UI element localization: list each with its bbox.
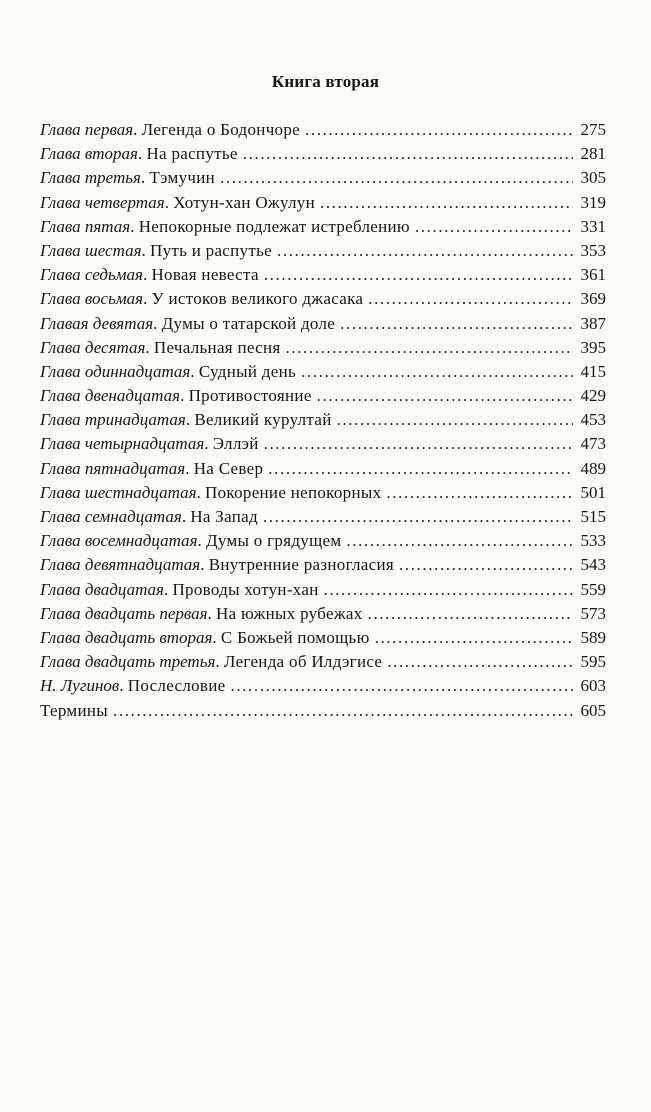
chapter-title: На южных рубежах — [216, 603, 363, 623]
dot-leader — [230, 676, 573, 696]
dot-leader — [368, 289, 573, 309]
separator: . — [207, 603, 217, 623]
separator: . — [164, 192, 174, 212]
chapter-number: Глава шестнадцатая — [40, 482, 197, 502]
table-of-contents — [40, 120, 606, 725]
toc-entry[interactable] — [40, 628, 606, 652]
chapter-title: Думы о татарской доле — [161, 313, 336, 333]
dot-leader — [286, 338, 574, 358]
chapter-title: Послесловие — [127, 676, 226, 696]
chapter-title: На Запад — [190, 507, 258, 526]
page-number: 515 — [580, 507, 606, 526]
chapter-number: Глава седьмая — [40, 265, 143, 285]
chapter-title: Легенда о Бодончоре — [141, 120, 300, 139]
page-number: 543 — [580, 555, 606, 575]
toc-entry[interactable] — [40, 265, 606, 289]
toc-entry[interactable] — [40, 434, 606, 458]
chapter-title: Судный день — [198, 361, 297, 381]
chapter-number: Глава шестая — [40, 240, 142, 260]
toc-entry[interactable] — [40, 676, 606, 700]
chapter-number: Глава двадцать вторая — [40, 627, 213, 647]
page-number: 501 — [580, 482, 606, 502]
page-number: 603 — [580, 676, 606, 696]
chapter-number: Глава двадцатая — [40, 579, 164, 599]
separator: . — [181, 507, 191, 526]
toc-entry[interactable] — [40, 555, 606, 579]
chapter-title: На Север — [193, 458, 264, 478]
chapter-title: Эллэй — [212, 434, 259, 454]
separator: . — [163, 579, 173, 599]
chapter-number: Глава десятая — [40, 337, 146, 357]
dot-leader — [320, 193, 573, 213]
chapter-title: У истоков великого джасака — [151, 289, 364, 309]
chapter-title: Думы о грядущем — [205, 531, 342, 551]
page-number: 331 — [580, 216, 606, 236]
toc-entry[interactable] — [40, 338, 606, 362]
dot-leader — [387, 652, 573, 672]
dot-leader — [264, 434, 573, 454]
toc-entry[interactable] — [40, 459, 606, 483]
dot-leader — [243, 144, 573, 164]
chapter-number: Главая девятая — [40, 313, 154, 333]
section-heading: Книга вторая — [271, 72, 380, 91]
dot-leader — [277, 241, 573, 261]
chapter-number: Глава пятая — [40, 216, 131, 236]
chapter-title: Печальная песня — [153, 337, 281, 357]
dot-leader — [317, 386, 573, 406]
chapter-number: Глава восемнадцатая — [40, 531, 198, 551]
page-number: 533 — [580, 531, 606, 551]
chapter-number: Глава двадцать третья — [40, 652, 216, 672]
chapter-title: С Божьей помощью — [220, 627, 370, 647]
toc-entry[interactable] — [40, 652, 606, 676]
separator: . — [185, 410, 195, 430]
separator: . — [215, 652, 224, 672]
chapter-title: Легенда об Илдэгисе — [223, 652, 383, 672]
separator: . — [137, 144, 147, 164]
chapter-number: Глава двенадцатая — [40, 386, 181, 406]
page-number: 319 — [580, 192, 606, 212]
page-number: 489 — [580, 458, 606, 478]
page-number: 353 — [580, 240, 606, 260]
dot-leader — [386, 483, 573, 503]
separator: . — [133, 120, 142, 139]
separator: . — [190, 361, 199, 381]
chapter-title: Путь и распутье — [150, 240, 272, 260]
page-number: 595 — [580, 652, 606, 672]
separator: . — [141, 240, 150, 260]
chapter-title: Хотун-хан Ожулун — [173, 192, 315, 212]
chapter-number: Глава тринадцатая — [40, 410, 186, 430]
chapter-title: Внутренние разногласия — [208, 555, 394, 575]
chapter-number: Глава первая — [40, 120, 134, 139]
page-number: 369 — [580, 289, 606, 309]
separator: . — [140, 168, 150, 188]
toc-entry[interactable] — [40, 531, 606, 555]
dot-leader — [268, 459, 573, 479]
dot-leader — [375, 628, 573, 648]
page-number: 453 — [580, 410, 606, 430]
chapter-title: На распутье — [146, 144, 238, 164]
dot-leader — [263, 507, 573, 527]
toc-entry[interactable] — [40, 604, 606, 628]
author-name: Н. Лугинов — [40, 676, 120, 696]
toc-entry[interactable] — [40, 193, 606, 217]
toc-entry[interactable] — [40, 289, 606, 313]
page-number: 281 — [580, 144, 606, 164]
chapter-number: Глава четвертая — [40, 192, 165, 212]
toc-entry[interactable] — [40, 386, 606, 410]
chapter-title: Великий курултай — [194, 410, 332, 430]
page-number: 305 — [580, 168, 606, 188]
separator: . — [200, 555, 209, 575]
chapter-title: Новая невеста — [151, 265, 259, 285]
dot-leader — [340, 314, 573, 334]
page-number: 573 — [580, 603, 606, 623]
separator: . — [119, 676, 128, 696]
toc-entry[interactable] — [40, 168, 606, 192]
toc-entry[interactable] — [40, 144, 606, 168]
toc-entry[interactable] — [40, 362, 606, 386]
dot-leader — [301, 362, 573, 382]
separator: . — [180, 386, 189, 406]
chapter-number: Глава пятнадцатая — [40, 458, 186, 478]
separator: . — [143, 289, 152, 309]
page-number: 429 — [580, 386, 606, 406]
chapter-number: Глава четырнадцатая — [40, 434, 205, 454]
toc-entry[interactable] — [40, 507, 606, 531]
page-number: 387 — [580, 313, 606, 333]
chapter-title: Непокорные подлежат истреблению — [138, 216, 410, 236]
page-number: 473 — [580, 434, 606, 454]
toc-entry[interactable] — [40, 217, 606, 241]
separator: . — [185, 458, 194, 478]
dot-leader — [415, 217, 573, 237]
separator: . — [130, 216, 139, 236]
chapter-number: Глава двадцать первая — [40, 603, 208, 623]
dot-leader — [346, 531, 573, 551]
page-number: 605 — [580, 700, 606, 720]
chapter-number: Глава вторая — [40, 144, 138, 164]
page-number: 589 — [580, 627, 606, 647]
page-number: 415 — [580, 361, 606, 381]
dot-leader — [220, 168, 573, 188]
toc-entry[interactable] — [40, 241, 606, 265]
chapter-number: Глава одиннадцатая — [40, 361, 191, 381]
separator: . — [212, 627, 221, 647]
toc-entry[interactable] — [40, 314, 606, 338]
separator: . — [145, 337, 154, 357]
separator: . — [142, 265, 152, 285]
chapter-title: Покорение непокорных — [205, 482, 382, 502]
separator: . — [196, 482, 206, 502]
toc-entry[interactable] — [40, 410, 606, 434]
dot-leader — [399, 555, 573, 575]
toc-entry[interactable] — [40, 701, 606, 725]
dot-leader — [368, 604, 573, 624]
dot-leader — [305, 120, 573, 140]
page-number: 559 — [580, 579, 606, 599]
separator: . — [153, 313, 162, 333]
separator: . — [197, 531, 206, 551]
dot-leader — [264, 265, 573, 285]
chapter-number: Глава третья — [40, 168, 141, 188]
chapter-title: Термины — [40, 700, 108, 720]
toc-entry[interactable] — [40, 120, 606, 144]
chapter-number: Глава семнадцатая — [40, 507, 182, 526]
page-number: 395 — [580, 337, 606, 357]
chapter-title: Проводы хотун-хан — [172, 579, 319, 599]
page-number: 361 — [580, 265, 606, 285]
chapter-title: Противостояние — [188, 386, 312, 406]
chapter-title: Тэмучин — [149, 168, 216, 188]
chapter-number: Глава восьмая — [40, 289, 144, 309]
toc-entry[interactable] — [40, 580, 606, 604]
chapter-number: Глава девятнадцатая — [40, 555, 201, 575]
separator: . — [204, 434, 213, 454]
toc-entry[interactable] — [40, 483, 606, 507]
dot-leader — [113, 701, 573, 721]
page-number: 275 — [580, 120, 606, 139]
dot-leader — [337, 410, 573, 430]
dot-leader — [324, 580, 573, 600]
